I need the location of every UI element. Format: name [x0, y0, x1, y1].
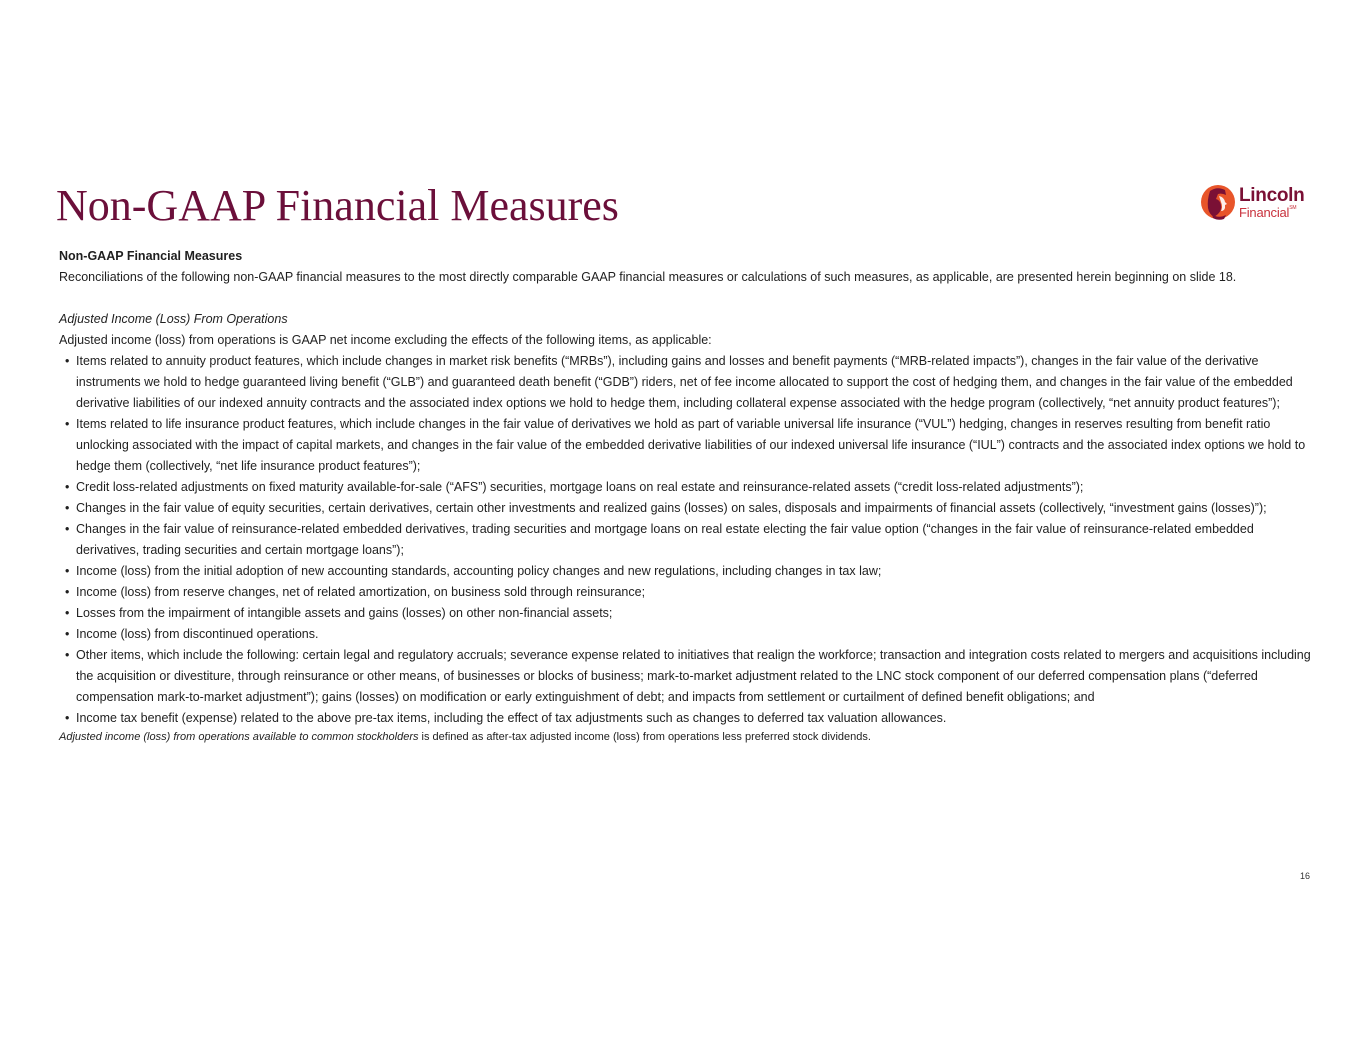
footnote-term: Adjusted income (loss) from operations available to common stockholders — [59, 731, 419, 743]
spacer — [59, 288, 1319, 309]
logo-wordmark-line2: Financial℠ — [1239, 204, 1297, 220]
list-item: • Income (loss) from discontinued operations. — [59, 624, 1319, 645]
definition-lead: Adjusted income (loss) from operations is GAAP net income excluding the effects of the following items, as applicable: — [59, 333, 712, 347]
list-item: • Items related to annuity product features, which include changes in market risk benefits (“MRBs”), including gains and losses and benefit payments (“MRB-related impacts”), changes in the fair value of the derivative instruments we hold to hedge guaranteed living benefit (“GLB”) and guaranteed death benefit (“GDB”) riders, net of fee income allocated to support the cost of hedging them, and changes in the fair value of the embedded derivative liabilities of our indexed annuity contracts and the associated index options we hold to hedge them, including collateral expense associated with the hedge program (collectively, “net annuity product features”); — [59, 351, 1319, 414]
exclusion-list — [59, 351, 1319, 729]
list-item: • Credit loss-related adjustments on fixed maturity available-for-sale (“AFS”) securities, mortgage loans on real estate and reinsurance-related assets (“credit loss-related adjustments”); — [59, 477, 1319, 498]
slide-body — [59, 246, 1319, 745]
service-mark: SM — [1289, 204, 1297, 211]
lincoln-profile-icon — [1200, 183, 1236, 221]
page-title: Non-GAAP Financial Measures — [56, 181, 619, 230]
list-item: • Losses from the impairment of intangible assets and gains (losses) on other non-financial assets; — [59, 603, 1319, 624]
list-item: • Changes in the fair value of reinsurance-related embedded derivatives, trading securities and mortgage loans on real estate electing the fair value option (“changes in the fair value of reinsurance-related embedded derivatives, trading securities and certain mortgage loans”); — [59, 519, 1319, 561]
subsection-heading: Adjusted Income (Loss) From Operations — [59, 312, 288, 326]
company-logo — [1200, 182, 1312, 222]
footnote-definition: is defined as after-tax adjusted income (loss) from operations less preferred stock dividends. — [418, 731, 871, 743]
intro-paragraph: Reconciliations of the following non-GAAP financial measures to the most directly comparable GAAP financial measures or calculations of such measures, as applicable, are presented herein beginning on slide 18. — [59, 270, 1237, 284]
logo-wordmark-line1: Lincoln — [1239, 184, 1305, 206]
list-item: • Items related to life insurance product features, which include changes in the fair value of derivatives we hold as part of variable universal life insurance (“VUL”) hedging, changes in reserves resulting from benefit ratio unlocking associated with the impact of capital markets, and changes in the fair value of the embedded derivative liabilities of our indexed universal life insurance (“IUL”) contracts and the associated index options we hold to hedge them (collectively, “net life insurance product features”); — [59, 414, 1319, 477]
list-item: • Income (loss) from the initial adoption of new accounting standards, accounting policy changes and new regulations, including changes in tax law; — [59, 561, 1319, 582]
list-item: • Income tax benefit (expense) related to the above pre-tax items, including the effect of tax adjustments such as changes to deferred tax valuation allowances. — [59, 708, 1319, 729]
section-heading: Non-GAAP Financial Measures — [59, 249, 243, 263]
list-item: • Changes in the fair value of equity securities, certain derivatives, certain other investments and realized gains (losses) on sales, disposals and impairments of financial assets (collectively, “investment gains (losses)”); — [59, 498, 1319, 519]
page-number: 16 — [1299, 871, 1310, 881]
list-item: • Income (loss) from reserve changes, net of related amortization, on business sold through reinsurance; — [59, 582, 1319, 603]
list-item: • Other items, which include the following: certain legal and regulatory accruals; severance expense related to initiatives that realign the workforce; transaction and integration costs related to mergers and acquisitions including the acquisition or divestiture, through reinsurance or other means, of businesses or blocks of business; mark-to-market adjustment related to the LNC stock component of our deferred compensation plans (“deferred compensation mark-to-market adjustment”); gains (losses) on modification or early extinguishment of debt; and impacts from settlement or curtailment of defined benefit obligations; and — [59, 645, 1319, 708]
footnote — [59, 729, 1319, 745]
